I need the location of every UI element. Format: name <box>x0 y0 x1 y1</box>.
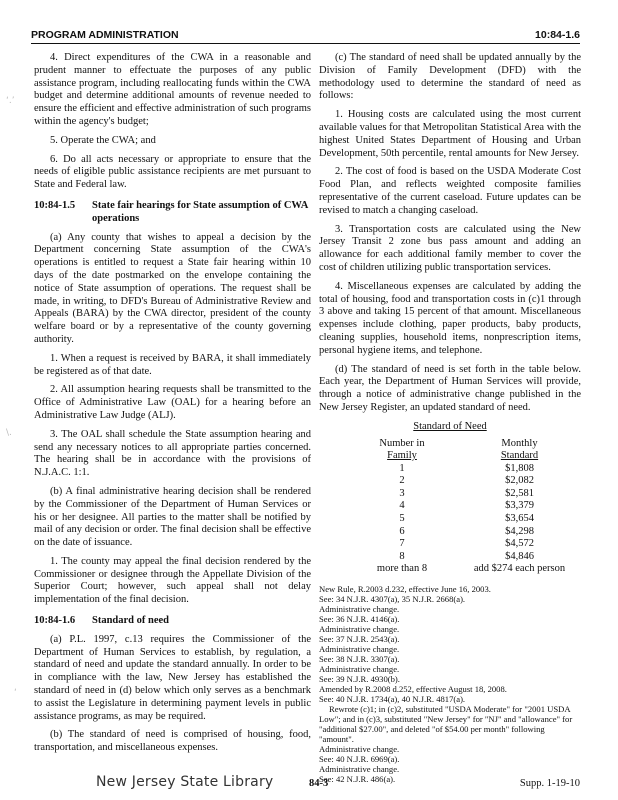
supplement-date: Supp. 1-19-10 <box>519 778 580 789</box>
column-header: Standard <box>500 450 539 462</box>
family-size: 2 <box>399 475 405 487</box>
paragraph: (b) The standard of need is comprised of housing, food, transportation, and miscellaneous expenses. <box>34 729 311 754</box>
paragraph: 1. The county may appeal the final decision rendered by the Commissioner or designee through the Appellate Division of the Superior Court; however, such appeal shall not delay implementation of the final decision. <box>34 555 311 606</box>
history-line: See: 42 N.J.R. 486(a). <box>319 774 396 785</box>
paragraph: 4. Miscellaneous expenses are calculated by adding the total of housing, food and transportation costs in (c)1 through 3 above and taking 15 percent of that amount. Miscellaneous expenses include clothing, paper products, baby products, cleaning supplies, household items, nonprescription items, personal hygiene items, and telephone. <box>319 280 581 356</box>
history-line: See: 39 N.J.R. 4930(b). <box>319 674 400 685</box>
history-line: Administrative change. <box>319 644 400 655</box>
monthly-standard: $1,808 <box>505 462 534 474</box>
library-watermark-logo: New Jersey State Library <box>96 774 274 790</box>
page-number: 84-3 <box>309 778 329 789</box>
table-row <box>347 538 582 551</box>
history-line: Amended by R.2008 d.252, effective August 18, 2008. <box>319 684 507 695</box>
family-size: 6 <box>399 525 405 537</box>
history-line: Administrative change. <box>319 604 400 615</box>
section-heading <box>34 200 311 226</box>
history-line: See: 37 N.J.R. 2543(a). <box>319 634 400 645</box>
column-header: Number in <box>379 437 425 449</box>
paragraph: (b) A final administrative hearing decision shall be rendered by the Commissioner of the Department of Human Services or his or her designee. All parties to the matter shall be notified by mail of any decision or order. The final decision shall be effective on the date of issuance. <box>34 485 311 549</box>
monthly-standard: $2,581 <box>505 487 534 499</box>
paragraph: 1. Housing costs are calculated using the most current available values for that Metropolitan Statistical Area with the highest United States Department of Housing and Urban Development, 50th percentile, rental amounts for New Jersey. <box>319 109 581 159</box>
monthly-standard: add $274 each person <box>473 563 566 575</box>
paragraph: 2. The cost of food is based on the USDA Moderate Cost Food Plan, and reflects weighted composite families representative of the current caseload. Future updates can be revised to match a changing caseload. <box>319 166 581 216</box>
history-line: Administrative change. <box>319 764 400 775</box>
history-line: Administrative change. <box>319 744 400 755</box>
header-section-number: 10:84-1.6 <box>535 29 580 41</box>
section-heading <box>34 615 311 628</box>
left-column <box>34 52 311 761</box>
monthly-standard: $3,654 <box>505 513 534 525</box>
section-title: Standard of need <box>92 615 170 627</box>
monthly-standard: $2,082 <box>505 475 534 487</box>
header-chapter-title: PROGRAM ADMINISTRATION <box>31 29 179 41</box>
table-row <box>347 475 582 488</box>
paragraph: (a) Any county that wishes to appeal a decision by the Department concerning State assumption of the CWA's operations is entitled to request a State fair hearing within 10 days of the date postmarked on the envelope containing the notice of State assumption of operations. The request shall be made, in writing, to DFD's Bureau of Administrative Review and Appeals (BARA) by the CWA director, president of the county welfare board or by a representative of the county governing authority. <box>34 231 311 345</box>
table-row <box>347 500 582 513</box>
table-title: Standard of Need <box>413 420 487 432</box>
table-row <box>347 463 582 476</box>
paragraph: (c) The standard of need shall be updated annually by the Division of Family Development (DFD) with the methodology used to determine the standard of need as follows: <box>319 52 581 102</box>
family-size: 7 <box>399 538 405 550</box>
column-header: Family <box>387 450 417 462</box>
paragraph: 6. Do all acts necessary or appropriate to ensure that the needs of eligible public assistance recipients are met pursuant to State and Federal law. <box>34 153 311 191</box>
table-row <box>347 488 582 501</box>
monthly-standard: $4,846 <box>505 550 534 562</box>
family-size: 5 <box>399 513 405 525</box>
table-row <box>347 513 582 526</box>
history-line: Administrative change. <box>319 624 400 635</box>
table-row <box>347 563 582 576</box>
rule-history <box>319 584 581 784</box>
section-number: 10:84-1.5 <box>34 199 76 211</box>
table-header-row <box>347 438 582 451</box>
scan-artifact: \. <box>6 428 12 438</box>
scan-artifact: ‘.’ <box>6 96 15 106</box>
history-line: Rewrote (c)1; in (c)2, substituted "USDA Moderate" for "2001 USDA Low"; and in (c)3, substituted "New Jersey" for "NJ" and "allowance" for "additional $27.00", and deleted "of $54.00 per month" following "amount". <box>319 704 573 745</box>
section-title: State fair hearings for State assumption of CWA operations <box>92 199 308 224</box>
family-size: 1 <box>399 462 405 474</box>
paragraph: (a) P.L. 1997, c.13 requires the Commissioner of the Department of Human Services to establish, by regulation, a standard of need and update the standard annually. In order to be in compliance with the law, New Jersey has established the standard of need in (d) below which only serves as a benchmark to assist the Legislature in determining payment levels in public assistance programs, as may be required. <box>34 633 311 722</box>
standard-of-need-table <box>347 438 582 577</box>
paragraph: 1. When a request is received by BARA, it shall immediately be registered as of that date. <box>34 352 311 377</box>
history-line: See: 40 N.J.R. 1734(a), 40 N.J.R. 4817(a). <box>319 694 466 705</box>
family-size: 4 <box>399 500 405 512</box>
paragraph: (d) The standard of need is set forth in the table below. Each year, the Department of Human Services will provide, through a notice of administrative change published in the New Jersey Register, an updated standard of need. <box>319 363 581 413</box>
scan-artifact: ‘ <box>14 688 17 698</box>
table-header-row <box>347 450 582 463</box>
paragraph: 3. The OAL shall schedule the State assumption hearing and send any necessary notices to all appropriate parties concerned. The hearing shall be in accordance with the provisions of N.J.A.C. 1:1. <box>34 428 311 479</box>
paragraph: 2. All assumption hearing requests shall be transmitted to the Office of Administrative Law (OAL) for a hearing before an Administrative Law Judge (ALJ). <box>34 384 311 421</box>
column-header: Monthly <box>501 437 538 449</box>
paragraph: 5. Operate the CWA; and <box>50 134 156 146</box>
section-number: 10:84-1.6 <box>34 615 76 627</box>
running-header <box>31 27 580 44</box>
paragraph: 4. Direct expenditures of the CWA in a reasonable and prudent manner to effectuate the purposes of any public assistance program, including reallocating funds within the CWA budget and determine additional amounts of revenue needed to ensure the efficient and effective administration of such programs within the agency's budget; <box>34 52 311 127</box>
history-line: See: 40 N.J.R. 6969(a). <box>319 754 400 765</box>
monthly-standard: $4,298 <box>505 525 534 537</box>
monthly-standard: $3,379 <box>505 500 534 512</box>
right-column <box>319 52 581 784</box>
family-size: 8 <box>399 550 405 562</box>
history-line: New Rule, R.2003 d.232, effective June 16, 2003. <box>319 584 491 595</box>
table-row <box>347 526 582 539</box>
monthly-standard: $4,572 <box>505 538 534 550</box>
paragraph: 3. Transportation costs are calculated using the New Jersey Transit 2 zone bus pass amount and adding an allowance for each additional family member to cover the cost of children utilizing public transportation services. <box>319 223 581 273</box>
table-row <box>347 551 582 564</box>
history-line: Administrative change. <box>319 664 400 675</box>
history-line: See: 34 N.J.R. 4307(a), 35 N.J.R. 2668(a). <box>319 594 466 605</box>
history-line: See: 36 N.J.R. 4146(a). <box>319 614 400 625</box>
family-size: 3 <box>399 487 405 499</box>
history-line: See: 38 N.J.R. 3307(a). <box>319 654 400 665</box>
page-footer <box>34 774 580 794</box>
family-size: more than 8 <box>376 563 428 575</box>
